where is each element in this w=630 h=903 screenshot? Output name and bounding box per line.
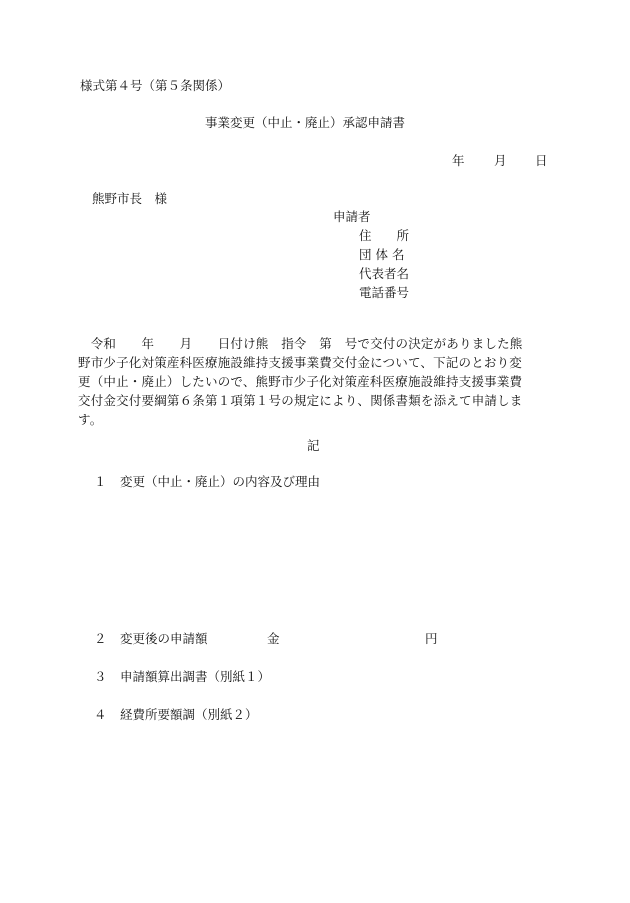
item-label: 申請額算出調書（別紙１） (120, 669, 271, 684)
body-line: 更（中止・廃止）したいので、熊野市少子化対策産科医療施設維持支援事業費 (78, 374, 523, 389)
body-paragraph (78, 334, 548, 429)
item-number: １ (94, 474, 107, 489)
item-number: ２ (94, 631, 107, 646)
item-number: ４ (94, 707, 107, 722)
item-number: ３ (94, 669, 107, 684)
body-line: 野市少子化対策産科医療施設維持支援事業費交付金について、下記のとおり変 (78, 355, 523, 370)
item-label: 変更後の申請額 (120, 631, 208, 646)
applicant-address: 住 所 (359, 228, 410, 243)
date-month: 月 (494, 153, 507, 168)
applicant-organization: 団 体 名 (359, 247, 405, 262)
body-line: 令和 年 月 日付け熊 指令 第 号で交付の決定がありました熊 (78, 336, 523, 351)
date-year: 年 (452, 153, 465, 168)
applicant-phone: 電話番号 (359, 285, 410, 300)
item-label: 変更（中止・廃止）の内容及び理由 (120, 474, 321, 489)
body-line: す。 (78, 412, 103, 427)
date-day: 日 (535, 153, 548, 168)
addressee: 熊野市長 様 (92, 191, 168, 206)
applicant-representative: 代表者名 (359, 266, 410, 281)
body-line: 交付金交付要綱第６条第１項第１号の規定により、関係書類を添えて申請しま (78, 393, 523, 408)
item-label: 経費所要額調（別紙２） (120, 707, 258, 722)
applicant-label: 申請者 (333, 209, 371, 224)
ki-heading: 記 (307, 438, 320, 453)
amount-unit: 円 (425, 631, 438, 646)
document-title: 事業変更（中止・廃止）承認申請書 (205, 115, 406, 130)
form-number: 様式第４号（第５条関係） (80, 78, 231, 93)
amount-prefix: 金 (267, 631, 280, 646)
